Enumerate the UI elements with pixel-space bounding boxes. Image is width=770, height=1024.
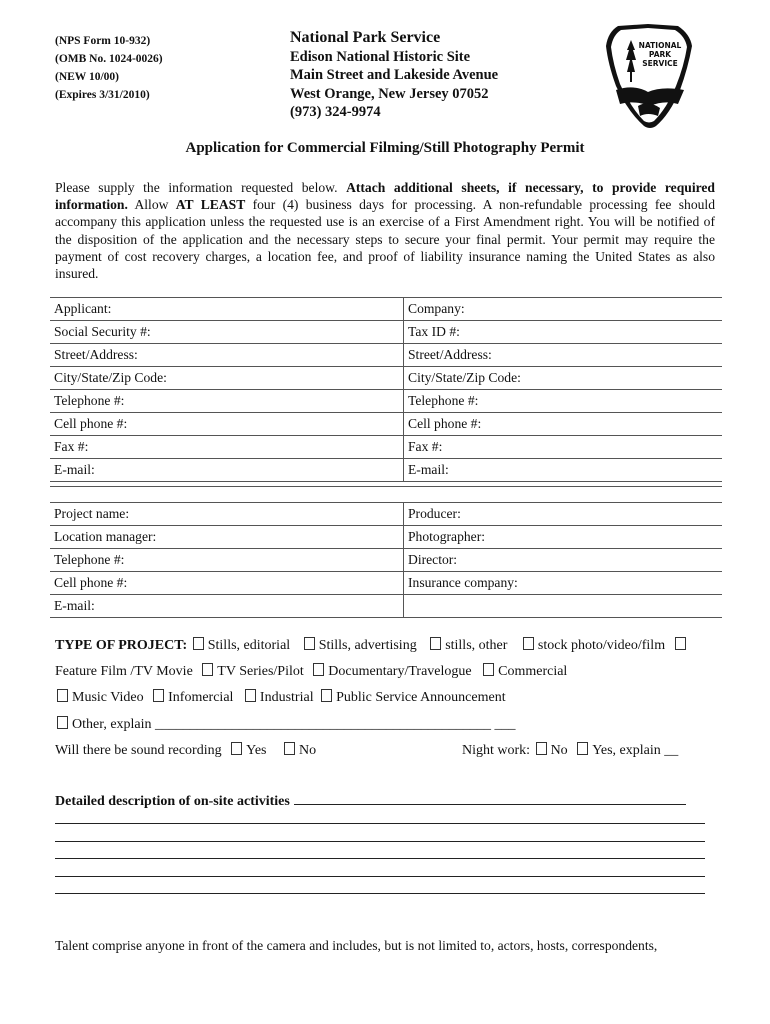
company-telephone-field[interactable]: Telephone #: [404,390,723,413]
company-street-field[interactable]: Street/Address: [404,344,723,367]
feature-film-checkbox[interactable] [675,637,686,650]
stills-other-checkbox[interactable] [430,637,441,650]
music-video-checkbox[interactable] [57,689,68,702]
project-table [50,502,722,618]
stills-other-label: stills, other [445,638,508,653]
divider [50,486,722,487]
sound-no-checkbox[interactable] [284,742,295,755]
stock-photo-label: stock photo/video/film [537,638,666,653]
project-telephone-field[interactable]: Telephone #: [50,549,404,572]
ssn-field[interactable]: Social Security #: [50,321,404,344]
table-row [50,549,722,572]
description-line[interactable] [55,876,705,877]
night-yes-explain-field[interactable]: Yes, explain __ [592,743,679,758]
document-title: Application for Commercial Filming/Still Photography Permit [185,140,585,156]
project-type-label: TYPE OF PROJECT: [55,638,188,653]
applicant-city-field[interactable]: City/State/Zip Code: [50,367,404,390]
project-email-field[interactable]: E-mail: [50,595,404,618]
documentary-checkbox[interactable] [313,663,324,676]
table-row [50,413,722,436]
company-cell-field[interactable]: Cell phone #: [404,413,723,436]
table-row [50,390,722,413]
form-identifiers [55,32,163,104]
industrial-label: Industrial [259,690,314,705]
applicant-cell-field[interactable]: Cell phone #: [50,413,404,436]
applicant-street-field[interactable]: Street/Address: [50,344,404,367]
commercial-checkbox[interactable] [483,663,494,676]
agency-phone: (973) 324-9974 [290,104,381,120]
other-checkbox[interactable] [57,716,68,729]
documentary-label: Documentary/Travelogue [328,664,472,679]
form-version: (NEW 10/00) [55,71,119,83]
site-name: Edison National Historic Site [290,48,471,65]
table-row [50,503,722,526]
agency-address [290,29,498,122]
applicant-field[interactable]: Applicant: [50,298,404,321]
description-fill-line[interactable] [294,792,686,805]
form-expiration: (Expires 3/31/2010) [55,89,150,101]
sound-yes-checkbox[interactable] [231,742,242,755]
producer-field[interactable]: Producer: [404,503,723,526]
project-type-row-1 [55,637,690,655]
other-explain-field[interactable]: Other, explain ________________________________________________ ___ [72,717,516,732]
project-type-other-row [55,716,516,734]
tv-series-checkbox[interactable] [202,663,213,676]
description-line[interactable] [55,841,705,842]
applicant-telephone-field[interactable]: Telephone #: [50,390,404,413]
logo-text-national: NATIONAL [638,41,682,50]
stock-photo-checkbox[interactable] [523,637,534,650]
company-field[interactable]: Company: [404,298,723,321]
applicant-fax-field[interactable]: Fax #: [50,436,404,459]
description-line[interactable] [55,893,705,894]
description-line[interactable] [55,823,705,824]
city-state-zip: West Orange, New Jersey 07052 [290,85,489,102]
description-label: Detailed description of on-site activities [55,794,290,809]
logo-text-park: PARK [648,50,672,59]
night-no-label: No [550,743,568,758]
nps-arrowhead-logo [604,20,694,130]
insurance-company-field[interactable]: Insurance company: [404,572,723,595]
psa-label: Public Service Announcement [336,690,506,705]
project-cell-field[interactable]: Cell phone #: [50,572,404,595]
table-row [50,321,722,344]
instructions-paragraph [55,179,715,282]
director-field[interactable]: Director: [404,549,723,572]
sound-yes-label: Yes [246,743,267,758]
psa-checkbox[interactable] [321,689,332,702]
company-fax-field[interactable]: Fax #: [404,436,723,459]
project-type-row-2 [55,663,567,681]
commercial-label: Commercial [498,664,568,679]
applicant-company-table [50,297,722,482]
table-row [50,367,722,390]
talent-paragraph: Talent comprise anyone in front of the camera and includes, but is not limited to, actors, hosts, correspondents, [55,938,658,953]
stills-advertising-checkbox[interactable] [304,637,315,650]
project-type-row-3 [55,689,506,707]
sound-recording-label: Will there be sound recording [55,743,222,758]
project-name-field[interactable]: Project name: [50,503,404,526]
company-email-field[interactable]: E-mail: [404,459,723,482]
table-row [50,344,722,367]
night-work-label: Night work: [462,743,531,758]
stills-editorial-label: Stills, editorial [207,638,291,653]
intro-emphasis: AT LEAST [175,197,246,213]
empty-field[interactable] [404,595,723,618]
feature-film-label: Feature Film /TV Movie [55,664,193,679]
table-row [50,298,722,321]
tv-series-label: TV Series/Pilot [217,664,304,679]
music-video-label: Music Video [72,690,144,705]
location-manager-field[interactable]: Location manager: [50,526,404,549]
stills-advertising-label: Stills, advertising [318,638,417,653]
infomercial-checkbox[interactable] [153,689,164,702]
intro-text: four (4) business days for processing. A non-refundable processing fee should accompany this application unless the requested use is an exercise of a First Amendment right. You will be notified of the disposition of the application and the necessary steps to secure your final permit. Your permit may require the payment of cost recovery charges, a location fee, and proof of liability insurance naming the United States as also insured. [55,197,715,282]
street-address: Main Street and Lakeside Avenue [290,67,499,83]
tax-id-field[interactable]: Tax ID #: [404,321,723,344]
sound-no-label: No [298,743,317,758]
description-line[interactable] [55,858,705,859]
form-number: (NPS Form 10-932) [55,35,151,47]
logo-text-service: SERVICE [642,59,678,68]
agency-name: National Park Service [290,29,441,46]
night-no-checkbox[interactable] [536,742,547,755]
omb-number: (OMB No. 1024-0026) [55,53,163,65]
stills-editorial-checkbox[interactable] [193,637,204,650]
table-row [50,595,722,618]
company-city-field[interactable]: City/State/Zip Code: [404,367,723,390]
intro-text: Allow [127,197,176,213]
intro-emphasis: Attach additional sheets, if necessary, to provide required information. [55,180,715,213]
description-heading [55,792,686,810]
industrial-checkbox[interactable] [245,689,256,702]
night-work-row [462,742,678,760]
table-row [50,436,722,459]
sound-recording-row [55,742,316,760]
table-row [50,572,722,595]
applicant-email-field[interactable]: E-mail: [50,459,404,482]
photographer-field[interactable]: Photographer: [404,526,723,549]
intro-text: Please supply the information requested below. [55,180,347,195]
table-row [50,526,722,549]
infomercial-label: Infomercial [168,690,234,705]
table-row [50,459,722,482]
night-yes-checkbox[interactable] [577,742,588,755]
